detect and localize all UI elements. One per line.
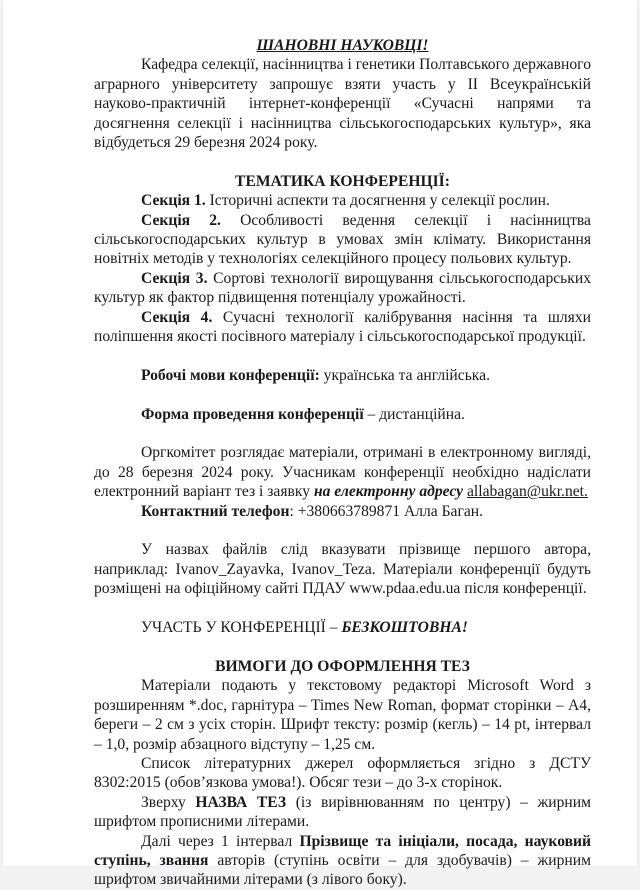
requirements-p3-bold: НАЗВА ТЕЗ: [195, 793, 287, 811]
files-note-paragraph: У назвах файлів слід вказувати прізвище першого автора, наприклад: Ivanov_Zayavka, Ivanov_Teza. Матеріали конференції будуть розміщені на офіційному сайті ПДАУ www.pdaa.edu.ua після конференції.: [94, 541, 591, 598]
document-body: [94, 36, 591, 890]
section-text: Сортові технології вирощування сільськогосподарських культур як фактор підвищення потенціалу урожайності.: [94, 269, 591, 307]
spacer: [94, 152, 591, 171]
document-page: [3, 0, 637, 889]
spacer: [94, 385, 591, 404]
contact-value: : +380663789871 Алла Баган.: [289, 502, 484, 520]
requirements-p1: Матеріали подають у текстовому редакторі Microsoft Word з розширенням *.doc, гарнітура – Times New Roman, формат сторінки – А4, береги – 2 см з усіх сторін. Шрифт тексту: розмір (кегль) – 14 pt, інтервал – 1,0, розмір абзацного відступу – 1,25 см.: [94, 677, 591, 753]
contact-paragraph: [94, 502, 591, 521]
submission-text: Оргкомітет розглядає матеріали, отримані в електронному вигляді, до 28 березня 2024 року. Учасникам конференції необхідно надіслати електронний варіант тез і заявку: [94, 444, 591, 501]
requirements-p3-post: (із вирівнюванням по центру) – жирним шрифтом прописними літерами.: [94, 793, 591, 831]
format-paragraph: [94, 405, 591, 424]
section-1: [94, 191, 591, 210]
spacer: [94, 424, 591, 443]
section-2: [94, 211, 591, 269]
section-text: Особливості ведення селекції і насінництва сільськогосподарських культур в умовах змін клімату. Використання новітніх методів у технологіях селекційного процесу польових культур.: [94, 211, 591, 268]
format-label: Форма проведення конференції: [141, 405, 364, 423]
languages-paragraph: [94, 366, 591, 385]
section-text: Сучасні технології калібрування насіння та шляхи поліпшення якості посівного матеріалу і сільськогосподарської продукції.: [94, 308, 591, 346]
participation-value: БЕЗКОШТОВНА!: [341, 619, 468, 637]
participation-paragraph: [94, 618, 591, 637]
participation-label: УЧАСТЬ У КОНФЕРЕНЦІЇ –: [141, 619, 342, 637]
submission-paragraph: [94, 443, 591, 501]
section-label: Секція 3.: [141, 269, 208, 287]
requirements-p4-bold: Прізвище та ініціали, посада, науковий ступінь, звання: [94, 832, 591, 869]
contact-label: Контактний телефон: [141, 502, 290, 520]
spacer: [94, 346, 591, 365]
section-label: Секція 1.: [141, 192, 206, 210]
section-label: Секція 4.: [141, 308, 213, 326]
requirements-p3-pre: Зверху: [141, 793, 196, 811]
requirements-p3: [94, 793, 591, 832]
requirements-p2: Список літературних джерел оформляється згідно з ДСТУ 8302:2015 (обов’язкова умова!). Обсяг тези – до 3-х сторінок.: [94, 754, 591, 792]
requirements-p4-pre: Далі через 1 інтервал: [141, 832, 300, 850]
languages-label: Робочі мови конференції:: [141, 366, 320, 384]
requirements-heading: ВИМОГИ ДО ОФОРМЛЕННЯ ТЕЗ: [215, 657, 470, 675]
email-link[interactable]: allabagan@ukr.net.: [467, 483, 588, 501]
section-4: [94, 308, 591, 347]
intro-paragraph: Кафедра селекції, насінництва і генетики Полтавського державного аграрного університету запрошує взяти участь у ІІ Всеукраїнській науково-практичній інтернет-конференції «Сучасні напрями та досягнення селекції і насінництва сільськогосподарських культур», яка відбудеться 29 березня 2024 року.: [94, 56, 591, 152]
section-label: Секція 2.: [141, 211, 221, 229]
submission-emphasis: на електронну адресу: [313, 483, 464, 501]
section-3: [94, 269, 591, 308]
spacer: [94, 599, 591, 618]
format-value: – дистанційна.: [363, 405, 465, 423]
section-text: Історичні аспекти та досягнення у селекції рослин.: [205, 192, 550, 210]
topics-heading: ТЕМАТИКА КОНФЕРЕНЦІЇ:: [235, 172, 450, 190]
requirements-p4-post: авторів (ступінь освіти – для здобувачів) – жирним шрифтом звичайними літерами (з лівого боку).: [94, 851, 591, 889]
greeting-heading: ШАНОВНІ НАУКОВЦІ!: [256, 37, 429, 54]
languages-value: українська та англійська.: [319, 366, 490, 384]
spacer: [94, 521, 591, 540]
requirements-p4: [94, 832, 591, 890]
spacer: [94, 638, 591, 657]
